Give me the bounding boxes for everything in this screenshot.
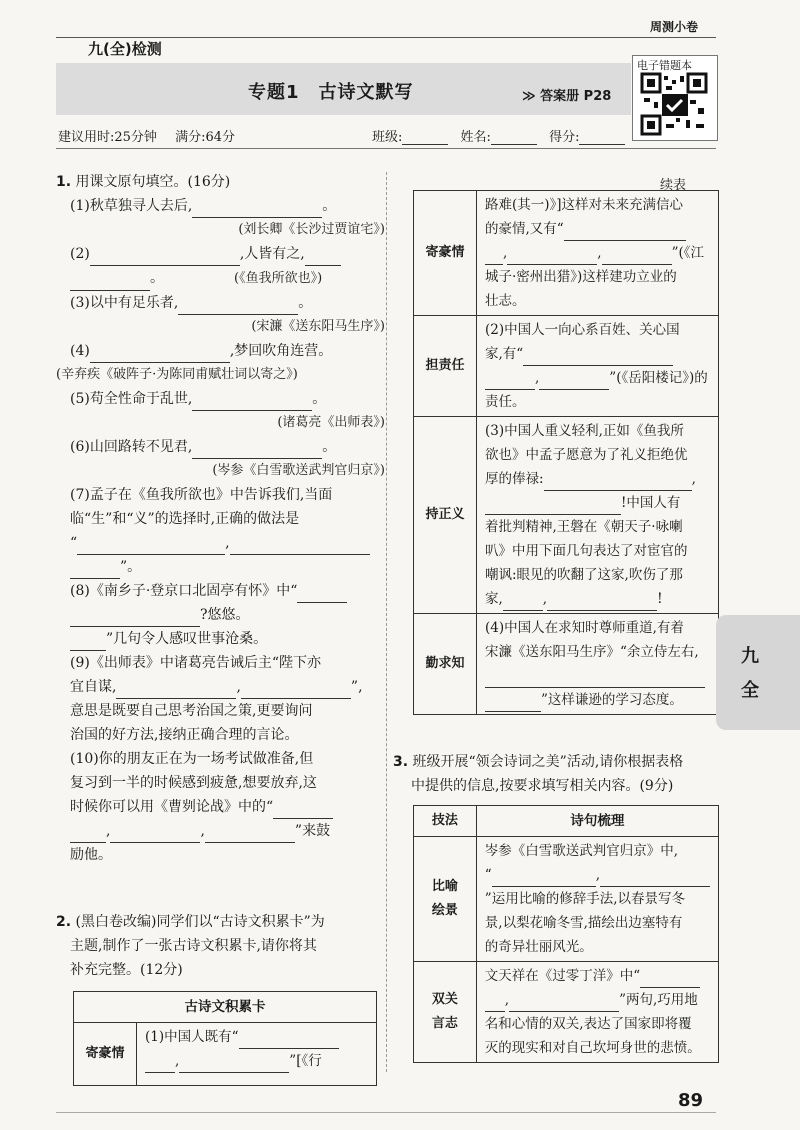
q1-item-7-line3: “ , bbox=[70, 531, 385, 555]
score-field[interactable] bbox=[579, 130, 625, 145]
q2-line-2: 主题,制作了一张古诗文积累卡,请你将其 bbox=[70, 938, 317, 954]
blank[interactable] bbox=[205, 828, 295, 843]
column-header-technique: 技法 bbox=[414, 806, 477, 837]
time-info bbox=[58, 126, 235, 145]
blank[interactable] bbox=[600, 872, 710, 887]
blank[interactable] bbox=[640, 973, 700, 988]
grade-label: 九(全)检测 bbox=[88, 40, 162, 58]
blank[interactable] bbox=[90, 251, 240, 266]
q1-item-10-line3: 时候你可以用《曹刿论战》中的“ bbox=[70, 795, 385, 819]
blank[interactable] bbox=[297, 588, 347, 603]
q1-item-7: (7)孟子在《鱼我所欲也》中告诉我们,当面 bbox=[70, 487, 333, 503]
q1-item-10-line2: 复习到一半的时候感到疲惫,想要放弃,这 bbox=[70, 775, 317, 791]
blank[interactable] bbox=[241, 684, 351, 699]
q3-line-2: 中提供的信息,按要求填写相关内容。(9分) bbox=[411, 778, 674, 794]
blank[interactable] bbox=[70, 636, 106, 651]
page-title: 专题1 古诗文默写 bbox=[248, 82, 414, 103]
page-number: 89 bbox=[678, 1090, 704, 1111]
blank[interactable] bbox=[70, 612, 200, 627]
source: (岑参《白雪歌送武判官归京》) bbox=[212, 463, 385, 478]
technique-cell: 双关 言志 bbox=[414, 962, 477, 1063]
class-field[interactable] bbox=[402, 130, 448, 145]
blank[interactable] bbox=[503, 596, 543, 611]
q1-item-8-line2: ?悠悠。 bbox=[70, 603, 385, 627]
column-divider bbox=[386, 172, 387, 1072]
blank[interactable] bbox=[485, 375, 535, 390]
blank[interactable] bbox=[178, 300, 298, 315]
suggested-time: 建议用时:25分钟 bbox=[58, 130, 157, 145]
name-label: 姓名: bbox=[460, 130, 491, 145]
blank[interactable] bbox=[507, 250, 597, 265]
q1-item-1: (1)秋草独寻人去后, 。 bbox=[70, 194, 385, 218]
q1-stem: 用课文原句填空。(16分) bbox=[75, 174, 231, 190]
blank[interactable] bbox=[544, 476, 692, 491]
blank[interactable] bbox=[273, 804, 333, 819]
q1-item-9-line3: 意思是既要自己思考治国之策,更要询问 bbox=[70, 703, 313, 719]
q1-item-6: (6)山回路转不见君, 。 bbox=[70, 435, 385, 459]
question-2 bbox=[56, 910, 325, 982]
source: (诸葛亮《出师表》) bbox=[277, 415, 385, 430]
poetry-technique-table bbox=[413, 805, 719, 1063]
blank[interactable] bbox=[77, 540, 225, 555]
q1-item-9-line4: 治国的好方法,接纳正确合理的言论。 bbox=[70, 727, 299, 743]
row-content: (2)中国人一向心系百姓、关心国 家,有“ , ”(《岳阳楼记》)的 责任。 bbox=[477, 316, 719, 417]
question-1 bbox=[56, 170, 385, 867]
blank[interactable] bbox=[547, 596, 657, 611]
q1-item-9: (9)《出师表》中诸葛亮告诫后主“陛下亦 bbox=[70, 655, 321, 671]
blank[interactable] bbox=[70, 828, 106, 843]
accumulation-card-continued bbox=[413, 190, 719, 715]
answer-reference: ≫ 答案册 P28 bbox=[522, 89, 612, 104]
total-score: 满分:64分 bbox=[175, 130, 236, 145]
q3-line-1: 班级开展“领会诗词之美”活动,请你根据表格 bbox=[412, 754, 684, 770]
blank[interactable] bbox=[239, 1034, 339, 1049]
qr-code-icon[interactable] bbox=[640, 72, 708, 136]
series-label: 周测小卷 bbox=[650, 20, 699, 34]
q1-item-8: (8)《南乡子·登京口北固亭有怀》中“ bbox=[70, 579, 385, 603]
q1-item-2: (2) ,人皆有之, bbox=[70, 242, 385, 266]
column-header-poems: 诗句梳理 bbox=[476, 806, 718, 837]
card-title: 古诗文积累卡 bbox=[74, 992, 377, 1023]
student-info bbox=[372, 126, 625, 145]
blank[interactable] bbox=[145, 1058, 175, 1073]
row-content: 路难(其一)》]这样对未来充满信心 的豪情,又有“ , , ”(《江 城子·密州出猎》)这样建功立业的 壮志。 bbox=[477, 191, 719, 316]
q1-item-5: (5)苟全性命于乱世, 。 bbox=[70, 387, 385, 411]
name-field[interactable] bbox=[491, 130, 537, 145]
blank[interactable] bbox=[110, 828, 200, 843]
blank[interactable] bbox=[485, 673, 705, 688]
card-category: 寄豪情 bbox=[74, 1023, 137, 1086]
blank[interactable] bbox=[305, 251, 341, 266]
blank[interactable] bbox=[230, 540, 370, 555]
q2-number: 2. bbox=[56, 914, 72, 930]
q1-item-9-line2: 宜自谋, , ”, bbox=[70, 675, 385, 699]
blank[interactable] bbox=[192, 444, 322, 459]
poem-cell: 文天祥在《过零丁洋》中“ , ”两句,巧用地 名和心情的双关,表达了国家即将覆 灭的现实和对自己坎坷身世的悲愤。 bbox=[476, 962, 718, 1063]
row-category: 勤求知 bbox=[414, 614, 477, 715]
blank[interactable] bbox=[70, 564, 120, 579]
q1-item-7-line4: ”。 bbox=[70, 555, 385, 579]
source: (刘长卿《长沙过贾谊宅》) bbox=[238, 222, 385, 237]
row-category: 担责任 bbox=[414, 316, 477, 417]
class-label: 班级: bbox=[372, 130, 403, 145]
row-category: 寄豪情 bbox=[414, 191, 477, 316]
question-3 bbox=[393, 750, 683, 798]
bottom-rule bbox=[56, 1112, 716, 1113]
qr-label: 电子错题本 bbox=[637, 59, 692, 72]
blank[interactable] bbox=[116, 684, 236, 699]
side-tab-label: 九 全 bbox=[741, 646, 759, 701]
blank[interactable] bbox=[602, 250, 672, 265]
q1-item-3: (3)以中有足乐者, 。 bbox=[70, 291, 385, 315]
q2-line-1: (黑白卷改编)同学们以“古诗文积累卡”为 bbox=[75, 914, 325, 930]
blank[interactable] bbox=[90, 348, 230, 363]
blank[interactable] bbox=[70, 276, 150, 291]
q1-item-10-line4: , , ”来鼓 bbox=[70, 819, 385, 843]
poem-cell: 岑参《白雪歌送武判官归京》中, “ , ”运用比喻的修辞手法,以春景写冬 景,以梨花喻冬雪,描绘出边塞特有 的奇异壮丽风光。 bbox=[476, 837, 718, 962]
q1-item-10-line5: 励他。 bbox=[70, 847, 112, 863]
blank[interactable] bbox=[192, 203, 322, 218]
row-content: (4)中国人在求知时尊师重道,有着 宋濂《送东阳马生序》“余立侍左右, ”这样谦逊的学习态度。 bbox=[477, 614, 719, 715]
card-cell: (1)中国人既有“ , ”[《行 bbox=[137, 1023, 377, 1086]
blank[interactable] bbox=[179, 1058, 289, 1073]
row-content: (3)中国人重义轻利,正如《鱼我所 欲也》中孟子愿意为了礼义拒绝优 厚的俸禄: , !中国人有 着批判精神,王磐在《朝天子·咏喇 叭》中用下面几句表达了对宦官的 嘲讽:眼见的吹翻了这家,吹伤了那 家, , ! bbox=[477, 417, 719, 614]
score-label: 得分: bbox=[549, 130, 580, 145]
q3-number: 3. bbox=[393, 754, 409, 770]
q1-item-7-line2: 临“生”和“义”的选择时,正确的做法是 bbox=[70, 511, 300, 527]
q1-item-8-line3: ”几句令人感叹世事沧桑。 bbox=[70, 627, 385, 651]
blank[interactable] bbox=[509, 997, 619, 1012]
technique-cell: 比喻 绘景 bbox=[414, 837, 477, 962]
blank[interactable] bbox=[492, 872, 596, 887]
continued-label: 续表 bbox=[660, 178, 687, 193]
source: (辛弃疾《破阵子·为陈同甫赋壮词以寄之》) bbox=[56, 367, 298, 382]
q1-item-4: (4) ,梦回吹角连营。 bbox=[70, 339, 385, 363]
blank[interactable] bbox=[192, 396, 312, 411]
blank[interactable] bbox=[485, 500, 621, 515]
blank[interactable] bbox=[485, 697, 541, 712]
blank[interactable] bbox=[485, 250, 503, 265]
row-category: 持正义 bbox=[414, 417, 477, 614]
blank[interactable] bbox=[523, 351, 673, 366]
blank[interactable] bbox=[485, 997, 505, 1012]
source: (宋濂《送东阳马生序》) bbox=[251, 319, 385, 334]
blank[interactable] bbox=[539, 375, 609, 390]
q1-number: 1. bbox=[56, 174, 72, 190]
blank[interactable] bbox=[564, 226, 686, 241]
header-divider bbox=[56, 148, 716, 149]
q2-line-3: 补充完整。(12分) bbox=[70, 962, 183, 978]
accumulation-card-table bbox=[73, 991, 377, 1086]
q1-item-2-cont: 。 (《鱼我所欲也》) bbox=[70, 266, 385, 291]
q1-item-10: (10)你的朋友正在为一场考试做准备,但 bbox=[70, 751, 314, 767]
